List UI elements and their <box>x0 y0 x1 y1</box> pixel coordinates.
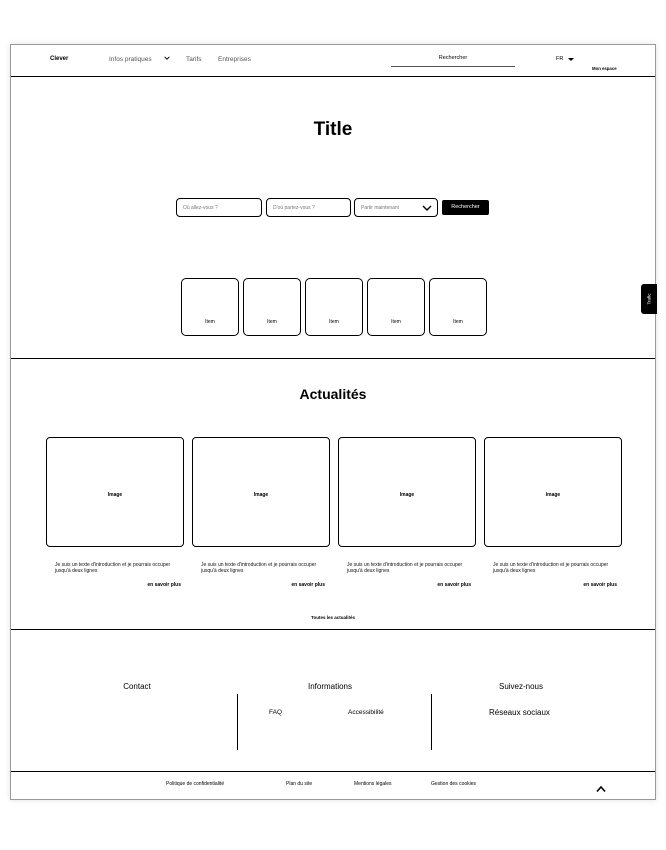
destination-input[interactable]: Où allez-vous ? <box>176 198 262 217</box>
footer-divider <box>431 694 432 750</box>
quick-item-label: Item <box>453 319 463 325</box>
nav-item-entreprises[interactable]: Entreprises <box>218 56 251 63</box>
traffic-side-tab[interactable] <box>641 284 657 314</box>
chevron-up-icon[interactable] <box>595 785 607 793</box>
footer-informations-heading: Informations <box>307 682 353 691</box>
origin-input[interactable]: D'où partez-vous ? <box>266 198 351 217</box>
footer-divider <box>237 694 238 750</box>
chevron-down-icon[interactable] <box>163 54 171 62</box>
image-placeholder-label: Image <box>107 492 123 498</box>
site-header <box>11 45 655 77</box>
news-card-image[interactable] <box>338 437 476 547</box>
chevron-down-icon[interactable] <box>422 203 432 213</box>
hero-title: Title <box>313 119 353 140</box>
quick-item[interactable] <box>429 278 487 336</box>
section-divider <box>11 358 655 359</box>
language-selector[interactable]: FR <box>556 56 564 62</box>
quick-item-label: Item <box>329 319 339 325</box>
legal-notice-link[interactable]: Mentions légales <box>354 781 392 787</box>
footer-contact-heading[interactable]: Contact <box>123 682 151 691</box>
sitemap-link[interactable]: Plan du site <box>286 781 313 787</box>
news-card-more-link[interactable]: en savoir plus <box>437 582 471 588</box>
news-card-more-link[interactable]: en savoir plus <box>291 582 325 588</box>
traffic-side-tab-label: Trafic <box>646 293 652 305</box>
news-card-text: Je suis un texte d'introduction et je pourrais occuper jusqu'à deux lignes <box>347 562 463 574</box>
news-card-image[interactable] <box>192 437 330 547</box>
news-section-title: Actualités <box>299 386 367 402</box>
news-card-image[interactable] <box>46 437 184 547</box>
footer-faq-link[interactable]: FAQ <box>269 709 283 716</box>
cookie-settings-link[interactable]: Gestion des cookies <box>431 781 477 787</box>
footer-follow-heading: Suivez-nous <box>498 682 544 691</box>
news-card-text: Je suis un texte d'introduction et je pourrais occuper jusqu'à deux lignes <box>55 562 171 574</box>
news-card-more-link[interactable]: en savoir plus <box>147 582 181 588</box>
image-placeholder-label: Image <box>545 492 561 498</box>
quick-item-label: Item <box>267 319 277 325</box>
quick-item[interactable] <box>243 278 301 336</box>
departure-select-value: Partir maintenant <box>361 205 400 211</box>
footer-bottom-divider <box>11 771 655 772</box>
nav-item-infos-pratiques[interactable]: Infos pratiques <box>109 56 152 63</box>
quick-item[interactable] <box>305 278 363 336</box>
news-card-more-link[interactable]: en savoir plus <box>583 582 617 588</box>
image-placeholder-label: Image <box>399 492 415 498</box>
footer-accessibility-link[interactable]: Accessibilité <box>348 709 384 716</box>
account-link[interactable]: Mon espace <box>592 66 617 71</box>
news-card-text: Je suis un texte d'introduction et je pourrais occuper jusqu'à deux lignes <box>201 562 317 574</box>
nav-item-tarifs[interactable]: Tarifs <box>186 56 202 63</box>
all-news-link[interactable]: Toutes les actualités <box>311 615 355 620</box>
news-card-image[interactable] <box>484 437 622 547</box>
quick-item-label: Item <box>205 319 215 325</box>
header-search-input[interactable]: Rechercher <box>391 55 515 67</box>
image-placeholder-label: Image <box>253 492 269 498</box>
site-logo[interactable]: Clever <box>50 56 69 62</box>
section-divider <box>11 629 655 630</box>
departure-select[interactable] <box>354 198 438 217</box>
quick-item[interactable] <box>181 278 239 336</box>
caret-down-icon[interactable] <box>568 58 574 61</box>
news-card-text: Je suis un texte d'introduction et je pourrais occuper jusqu'à deux lignes <box>493 562 609 574</box>
quick-item-label: Item <box>391 319 401 325</box>
search-button[interactable]: Rechercher <box>442 200 489 215</box>
privacy-policy-link[interactable]: Politique de confidentialité <box>166 781 225 787</box>
footer-social-link[interactable]: Réseaux sociaux <box>489 708 550 717</box>
page-frame <box>10 44 656 800</box>
quick-item[interactable] <box>367 278 425 336</box>
